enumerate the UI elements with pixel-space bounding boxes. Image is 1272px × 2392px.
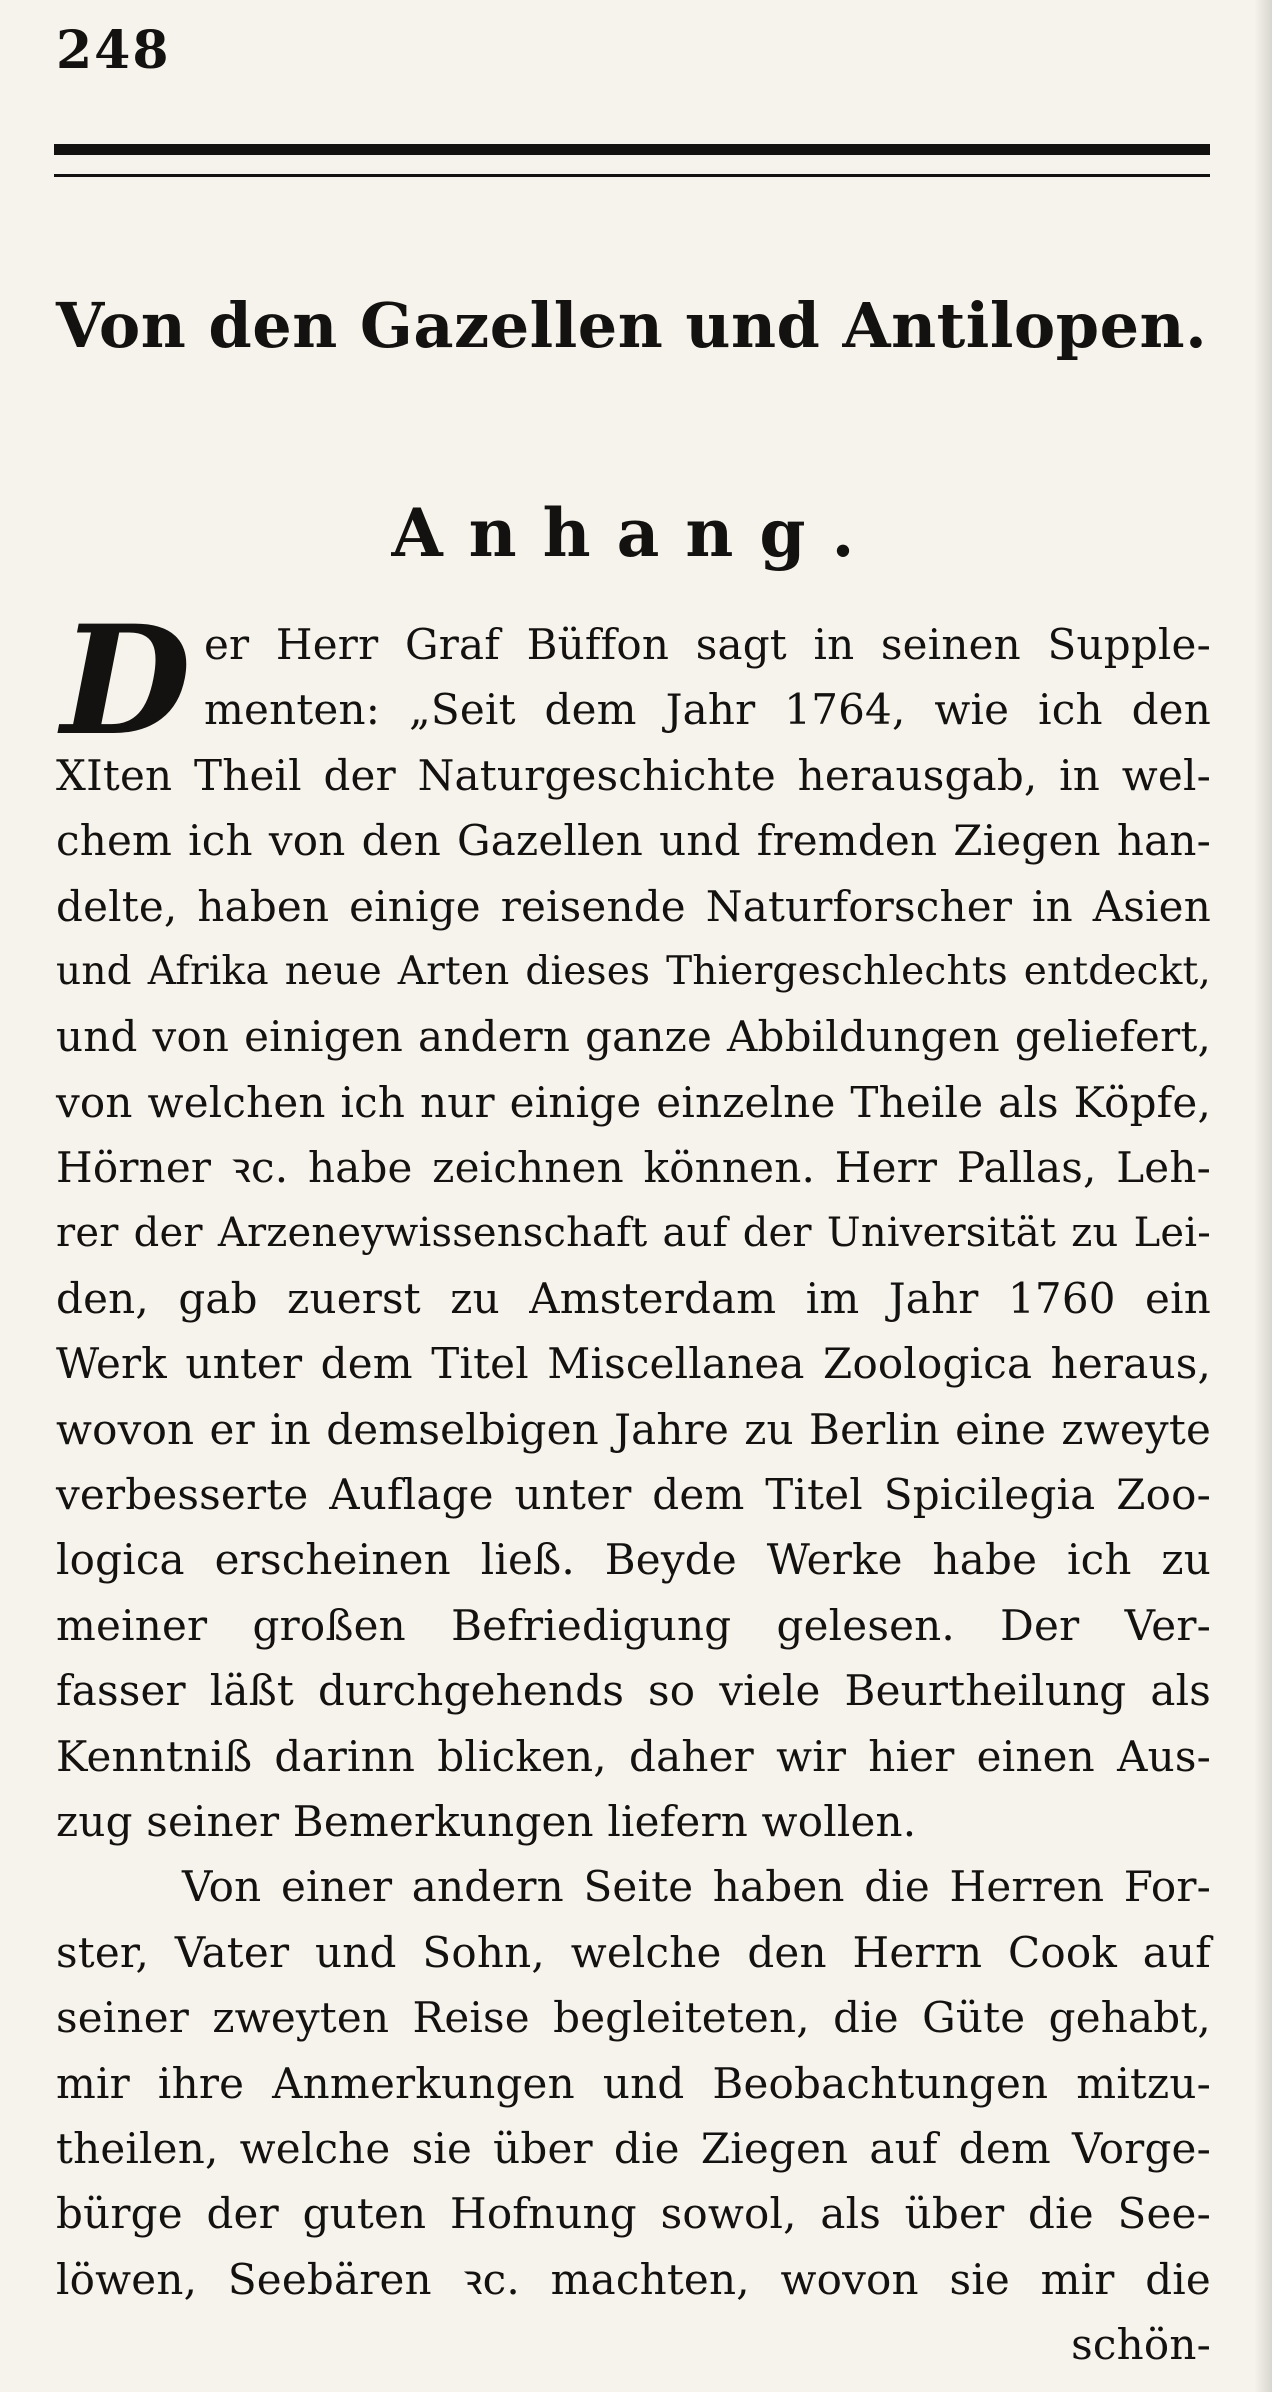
page-edge-shadow: [1254, 0, 1272, 2392]
text-line: wovon er in demselbigen Jahre zu Berlin eine zweyte: [56, 1404, 1211, 1454]
text-line: Hörner ꝛc. habe zeichnen können. Herr Pallas, Leh-: [56, 1143, 1211, 1193]
text-line: fasser läßt durchgehends so viele Beurtheilung als: [56, 1666, 1211, 1716]
header-rule-thick: [54, 144, 1210, 155]
text-line: logica erscheinen ließ. Beyde Werke habe ich zu: [56, 1535, 1211, 1585]
text-line: löwen, Seebären ꝛc. machten, wovon sie mir die: [56, 2254, 1211, 2304]
text-line: ster, Vater und Sohn, welche den Herrn Cook auf: [56, 1927, 1211, 1977]
text-line: rer der Arzeneywissenschaft auf der Universität zu Lei-: [56, 1209, 1211, 1256]
header-rule-thin: [54, 174, 1210, 177]
catchword: schön-: [1071, 2320, 1211, 2370]
text-line: Werk unter dem Titel Miscellanea Zoologica heraus,: [56, 1339, 1211, 1389]
text-line: Kenntniß darinn blicken, daher wir hier einen Aus-: [56, 1731, 1211, 1781]
text-line: menten: „Seit dem Jahr 1764, wie ich den: [204, 685, 1211, 735]
text-line: chem ich von den Gazellen und fremden Ziegen han-: [56, 816, 1211, 866]
text-line: delte, haben einige reisende Naturforscher in Asien: [56, 881, 1211, 931]
text-line: und von einigen andern ganze Abbildungen geliefert,: [56, 1012, 1211, 1062]
text-line: XIten Theil der Naturgeschichte herausgab, in wel-: [56, 750, 1211, 800]
text-line: mir ihre Anmerkungen und Beobachtungen mitzu-: [56, 2058, 1211, 2108]
chapter-title: Von den Gazellen und Antilopen.: [56, 289, 1208, 362]
body-text: [56, 593, 1211, 2378]
page-number: 248: [56, 20, 171, 81]
text-line: und Afrika neue Arten dieses Thiergeschlechts entdeckt,: [56, 948, 1211, 994]
chapter-subtitle: Anhang.: [391, 494, 881, 572]
text-line: er Herr Graf Büffon sagt in seinen Supple-: [204, 620, 1211, 669]
text-line: bürge der guten Hofnung sowol, als über die See-: [56, 2189, 1211, 2239]
text-line: zug seiner Bemerkungen liefern wollen.: [56, 1797, 917, 1847]
text-line: von welchen ich nur einige einzelne Theile als Köpfe,: [56, 1077, 1211, 1127]
text-line: theilen, welche sie über die Ziegen auf dem Vorge-: [56, 2123, 1211, 2173]
text-line: Von einer andern Seite haben die Herren For-: [182, 1862, 1211, 1912]
text-line: den, gab zuerst zu Amsterdam im Jahr 1760 ein: [56, 1273, 1211, 1323]
drop-cap: D: [60, 593, 192, 769]
text-line: verbesserte Auflage unter dem Titel Spicilegia Zoo-: [56, 1470, 1211, 1520]
text-line: meiner großen Befriedigung gelesen. Der Ver-: [56, 1600, 1211, 1650]
text-line: seiner zweyten Reise begleiteten, die Güte gehabt,: [56, 1993, 1211, 2043]
